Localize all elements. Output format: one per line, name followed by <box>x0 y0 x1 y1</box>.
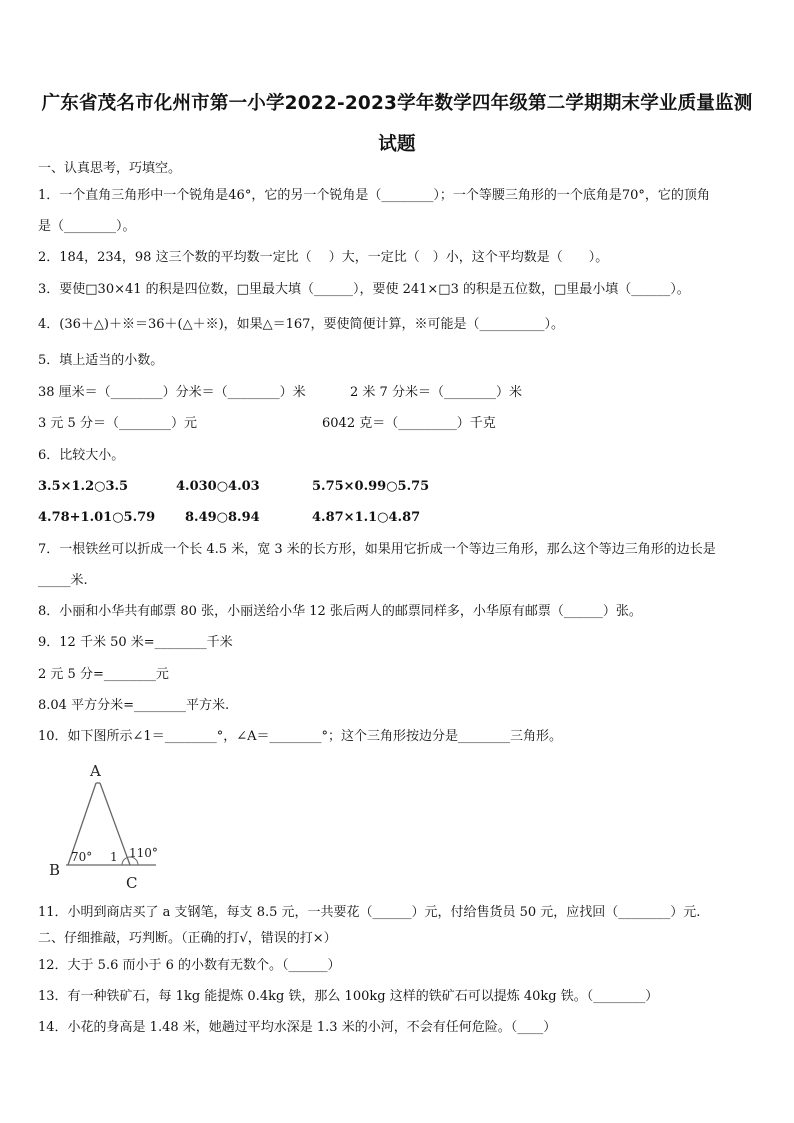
question-9-line1: 9．12 千米 50 米=________千米 <box>38 635 233 650</box>
question-6-item: 4.87×1.1○4.87 <box>312 510 421 525</box>
question-12: 12．大于 5.6 而小于 6 的小数有无数个。（______） <box>38 958 341 973</box>
question-6-item: 8.49○8.94 <box>185 510 260 525</box>
vertex-label-a: A <box>90 762 101 780</box>
question-11: 11．小明到商店买了 a 支钢笔，每支 8.5 元，一共要花（______）元，付给售货员 50 元，应找回（________）元. <box>38 905 701 920</box>
question-2: 2．184，234，98 这三个数的平均数一定比（ ）大，一定比（ ）小，这个平均数是（ ）。 <box>38 250 609 265</box>
question-1-line1: 1．一个直角三角形中一个锐角是46°，它的另一个锐角是（________）；一个等腰三角形的一个底角是70°，它的顶角 <box>38 188 710 203</box>
angle-label-b: 70° <box>71 850 93 864</box>
question-9-line2: 2 元 5 分=________元 <box>38 667 169 682</box>
question-5-item: 6042 克＝（_________）千克 <box>322 416 496 431</box>
section-heading-judge: 二、仔细推敲，巧判断。（正确的打√，错误的打×） <box>38 931 337 946</box>
angle-label-exterior: 110° <box>129 846 158 860</box>
question-5: 5．填上适当的小数。 <box>38 353 164 368</box>
triangle-figure <box>40 755 180 895</box>
question-5-item: 38 厘米＝（________）分米＝（________）米 <box>38 385 306 400</box>
vertex-label-b: B <box>49 861 61 879</box>
page-title-line2: 试题 <box>378 134 416 155</box>
question-7-line2: _____米. <box>38 573 88 588</box>
question-8: 8．小丽和小华共有邮票 80 张，小丽送给小华 12 张后两人的邮票同样多，小华原有邮票（______）张。 <box>38 604 642 619</box>
question-5-item: 3 元 5 分＝（________）元 <box>38 416 197 431</box>
page-title: 广东省茂名市化州市第一小学2022-2023学年数学四年级第二学期期末学业质量监测 <box>41 93 753 114</box>
question-4: 4．(36＋△)＋※＝36＋(△＋※)，如果△＝167，要使简便计算，※可能是（__________）。 <box>38 317 564 332</box>
section-heading-fill-blank: 一、认真思考，巧填空。 <box>38 161 182 176</box>
question-1-line2: 是（________）。 <box>38 219 136 234</box>
question-10: 10．如下图所示∠1＝________°，∠A＝________°；这个三角形按边分是________三角形。 <box>38 729 562 744</box>
question-5-item: 2 米 7 分米＝（________）米 <box>350 385 522 400</box>
question-6-item: 3.5×1.2○3.5 <box>38 479 129 494</box>
question-3: 3．要使□30×41 的积是四位数，□里最大填（______），要使 241×□3 的积是五位数，□里最小填（______）。 <box>38 282 690 297</box>
question-6-item: 4.030○4.03 <box>176 479 260 494</box>
question-6-item: 5.75×0.99○5.75 <box>312 479 430 494</box>
angle-label-1: 1 <box>110 850 118 864</box>
question-13: 13．有一种铁矿石，每 1kg 能提炼 0.4kg 铁，那么 100kg 这样的铁矿石可以提炼 40kg 铁。（________） <box>38 989 659 1004</box>
question-7-line1: 7．一根铁丝可以折成一个长 4.5 米，宽 3 米的长方形，如果用它折成一个等边三角形，那么这个等边三角形的边长是 <box>38 542 716 557</box>
question-6-item: 4.78+1.01○5.79 <box>38 510 156 525</box>
question-14: 14．小花的身高是 1.48 米，她趟过平均水深是 1.3 米的小河，不会有任何危险。（____） <box>38 1020 557 1035</box>
question-6: 6．比较大小。 <box>38 448 125 463</box>
question-9-line3: 8.04 平方分米=________平方米. <box>38 698 230 713</box>
vertex-label-c: C <box>126 874 138 892</box>
